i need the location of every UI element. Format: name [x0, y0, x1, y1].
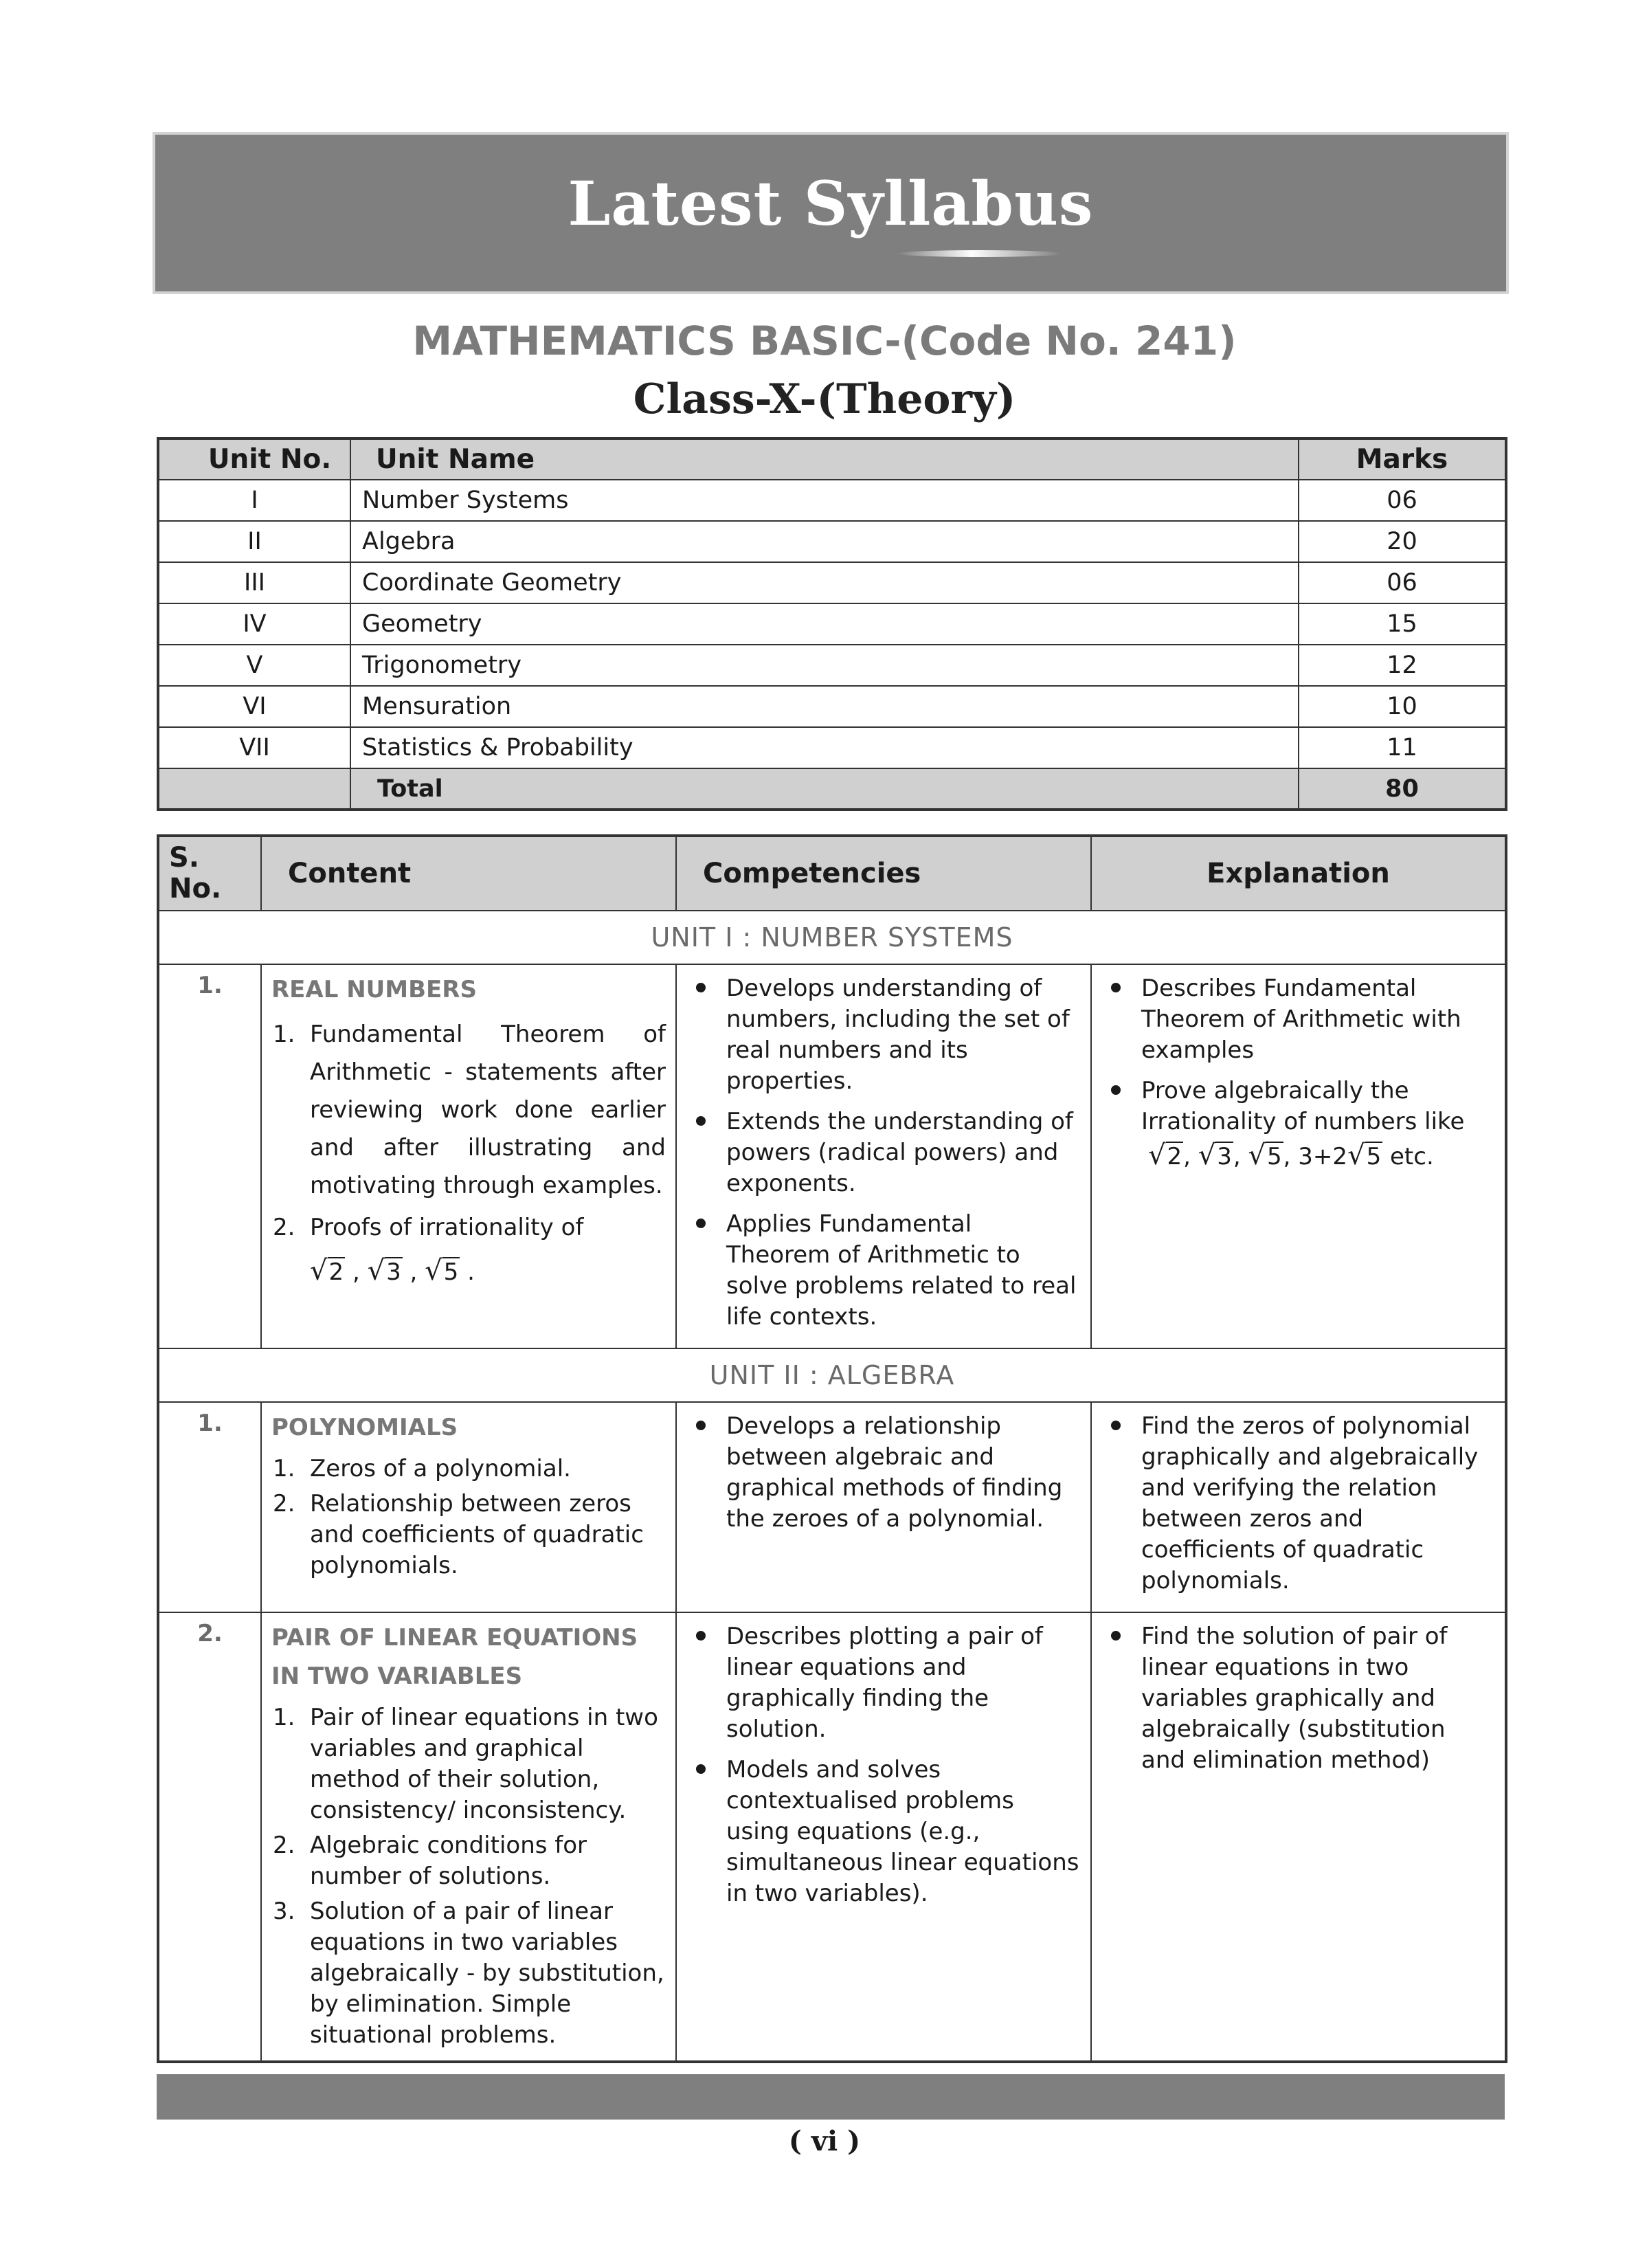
- competencies-cell: [676, 1402, 1091, 1612]
- list-item: [271, 1016, 666, 1205]
- unit-no-cell: VI: [158, 686, 350, 727]
- sqrt-symbol: √: [1148, 1139, 1166, 1171]
- content-table-header: [158, 836, 1506, 911]
- bullet-icon: [696, 983, 706, 992]
- bullet-icon: [1111, 1085, 1121, 1095]
- list-item: [686, 1755, 1081, 1909]
- content-cell: [261, 1402, 676, 1612]
- bullet-icon: [696, 1631, 706, 1641]
- unit-name-cell: Number Systems: [350, 480, 1299, 521]
- list-item-text: Algebraic conditions for number of solutions.: [310, 1832, 587, 1890]
- banner-title: Latest Syllabus: [568, 168, 1094, 239]
- banner-swoosh-decoration: [897, 250, 1062, 257]
- bullet-icon: [1111, 983, 1121, 992]
- list-item: [686, 1621, 1081, 1745]
- list-item: [271, 1489, 666, 1581]
- marks-cell: 11: [1299, 727, 1506, 768]
- list-item: [271, 1830, 666, 1892]
- list-item-text: Proofs of irrationality of: [310, 1214, 584, 1241]
- competencies-list: [686, 1411, 1081, 1535]
- header-marks: Marks: [1299, 438, 1506, 480]
- list-item-text: Develops understanding of numbers, including the set of real numbers and its properties.: [726, 975, 1070, 1095]
- header-sno: S. No.: [158, 836, 261, 911]
- competencies-list: [686, 973, 1081, 1333]
- table-row: [158, 1612, 1506, 2062]
- header-content: Content: [261, 836, 676, 911]
- marks-cell: 06: [1299, 480, 1506, 521]
- list-item-text: Develops a relationship between algebraic and graphical methods of finding the zeroes of a polynomial.: [726, 1412, 1063, 1533]
- list-item-text: Solution of a pair of linear equations in two variables algebraically - by substitution, by elimination. Simple situational problems.: [310, 1898, 664, 2049]
- sno-cell: 1.: [158, 1402, 261, 1612]
- footer-bar: [157, 2074, 1505, 2120]
- total-marks: 80: [1299, 768, 1506, 810]
- unit-heading: UNIT II : ALGEBRA: [158, 1348, 1506, 1402]
- bullet-icon: [1111, 1631, 1121, 1641]
- unit-no-cell: IV: [158, 603, 350, 645]
- explanation-cell: [1091, 964, 1506, 1348]
- competencies-cell: [676, 964, 1091, 1348]
- topic-title: PAIR OF LINEAR EQUATIONS IN TWO VARIABLES: [271, 1624, 638, 1690]
- content-cell: [261, 964, 676, 1348]
- list-item: [686, 973, 1081, 1097]
- table-row: [158, 964, 1506, 1348]
- content-list: [271, 1016, 666, 1291]
- syllabus-content-table: [157, 834, 1507, 2063]
- marks-cell: 10: [1299, 686, 1506, 727]
- list-item: [1101, 1076, 1495, 1172]
- competencies-list: [686, 1621, 1081, 1909]
- total-label: Total: [350, 768, 1299, 810]
- list-item-number: 2.: [273, 1214, 295, 1241]
- table-row: [158, 603, 1506, 645]
- bullet-icon: [696, 1219, 706, 1228]
- marks-cell: 20: [1299, 521, 1506, 562]
- unit-heading-row: [158, 1348, 1506, 1402]
- content-cell: [261, 1612, 676, 2062]
- unit-no-cell: III: [158, 562, 350, 603]
- page-number: ( vi ): [788, 2125, 861, 2157]
- header-explanation: Explanation: [1091, 836, 1506, 911]
- list-item-text: Prove algebraically the Irrationality of numbers like: [1141, 1077, 1465, 1135]
- list-item: [686, 1107, 1081, 1199]
- table-row: [158, 1402, 1506, 1612]
- topic-title: POLYNOMIALS: [271, 1414, 458, 1441]
- list-item: [1101, 1411, 1495, 1597]
- total-empty-cell: [158, 768, 350, 810]
- topic-title: REAL NUMBERS: [271, 976, 477, 1003]
- list-item: [271, 1702, 666, 1826]
- etc-text: etc.: [1390, 1143, 1434, 1170]
- table-row: [158, 562, 1506, 603]
- separator: ,: [352, 1258, 360, 1286]
- list-item-number: 3.: [273, 1898, 295, 1925]
- sqrt-symbol: √: [310, 1255, 328, 1287]
- table-row: [158, 645, 1506, 686]
- content-list: [271, 1702, 666, 2051]
- list-item-text: Fundamental Theorem of Arithmetic - statements after reviewing work done earlier and after illustrating and motivating through examples.: [310, 1021, 666, 1199]
- period: .: [467, 1258, 475, 1286]
- units-table-header: [158, 438, 1506, 480]
- explanation-list: [1101, 1411, 1495, 1597]
- list-item-number: 2.: [273, 1490, 295, 1517]
- sqrt-symbol: √: [1347, 1139, 1365, 1171]
- header-banner: [153, 132, 1509, 294]
- marks-cell: 12: [1299, 645, 1506, 686]
- table-row: [158, 686, 1506, 727]
- units-marks-table: [157, 437, 1507, 811]
- expression-prefix: 3+2: [1298, 1143, 1348, 1170]
- irrational-roots: [310, 1252, 666, 1291]
- bullet-icon: [1111, 1421, 1121, 1430]
- list-item-text: Extends the understanding of powers (radical powers) and exponents.: [726, 1108, 1073, 1197]
- radicand: 5: [443, 1258, 459, 1286]
- list-item: [686, 1209, 1081, 1333]
- list-item: [686, 1411, 1081, 1535]
- list-item-text: Relationship between zeros and coefficients of quadratic polynomials.: [310, 1490, 644, 1579]
- explanation-list: [1101, 1621, 1495, 1776]
- competencies-cell: [676, 1612, 1091, 2062]
- sqrt-symbol: √: [1248, 1139, 1266, 1171]
- unit-name-cell: Geometry: [350, 603, 1299, 645]
- sno-cell: 1.: [158, 964, 261, 1348]
- list-item: [1101, 973, 1495, 1066]
- list-item-number: 1.: [273, 1704, 295, 1731]
- list-item-text: Describes Fundamental Theorem of Arithmetic with examples: [1141, 975, 1461, 1064]
- radicand: 3: [386, 1258, 401, 1286]
- unit-no-cell: II: [158, 521, 350, 562]
- unit-name-cell: Algebra: [350, 521, 1299, 562]
- list-item-number: 1.: [273, 1021, 295, 1048]
- bullet-icon: [696, 1116, 706, 1126]
- unit-no-cell: V: [158, 645, 350, 686]
- sno-cell: 2.: [158, 1612, 261, 2062]
- header-unit-no: Unit No.: [158, 438, 350, 480]
- unit-name-cell: Trigonometry: [350, 645, 1299, 686]
- list-item-text: Zeros of a polynomial.: [310, 1455, 571, 1482]
- list-item-text: Describes plotting a pair of linear equations and graphically finding the solution.: [726, 1623, 1043, 1743]
- radicand: 5: [1366, 1143, 1382, 1170]
- radicand: 2: [1167, 1143, 1182, 1170]
- separator: ,: [410, 1258, 418, 1286]
- total-row: [158, 768, 1506, 810]
- list-item-text: Applies Fundamental Theorem of Arithmetic to solve problems related to real life contexts.: [726, 1210, 1077, 1331]
- unit-name-cell: Mensuration: [350, 686, 1299, 727]
- list-item-number: 2.: [273, 1832, 295, 1859]
- unit-name-cell: Coordinate Geometry: [350, 562, 1299, 603]
- header-competencies: Competencies: [676, 836, 1091, 911]
- list-item-text: Models and solves contextualised problems using equations (e.g., simultaneous linear equations in two variables).: [726, 1756, 1079, 1907]
- unit-heading-row: [158, 911, 1506, 964]
- sqrt-symbol: √: [1198, 1139, 1216, 1171]
- table-row: [158, 521, 1506, 562]
- list-item: [271, 1209, 666, 1291]
- unit-name-cell: Statistics & Probability: [350, 727, 1299, 768]
- unit-no-cell: I: [158, 480, 350, 521]
- bullet-icon: [696, 1421, 706, 1430]
- table-row: [158, 727, 1506, 768]
- explanation-cell: [1091, 1612, 1506, 2062]
- class-title: Class-X-(Theory): [633, 375, 1016, 423]
- list-item: [271, 1896, 666, 2051]
- marks-cell: 15: [1299, 603, 1506, 645]
- irrational-roots-example: √2, √3, √5, 3+2√5 etc.: [1148, 1139, 1434, 1171]
- header-unit-name: Unit Name: [350, 438, 1299, 480]
- list-item: [1101, 1621, 1495, 1776]
- list-item-text: Find the solution of pair of linear equations in two variables graphically and algebraically (substitution and elimination method): [1141, 1623, 1448, 1774]
- unit-heading: UNIT I : NUMBER SYSTEMS: [158, 911, 1506, 964]
- radicand: 3: [1217, 1143, 1232, 1170]
- sqrt-symbol: √: [425, 1255, 442, 1287]
- list-item: [271, 1454, 666, 1485]
- unit-no-cell: VII: [158, 727, 350, 768]
- subject-title: MATHEMATICS BASIC-(Code No. 241): [412, 318, 1237, 364]
- bullet-icon: [696, 1764, 706, 1774]
- content-list: [271, 1454, 666, 1581]
- list-item-number: 1.: [273, 1455, 295, 1482]
- radicand: 2: [328, 1258, 344, 1286]
- sqrt-symbol: √: [367, 1255, 385, 1287]
- marks-cell: 06: [1299, 562, 1506, 603]
- list-item-text: Find the zeros of polynomial graphically and algebraically and verifying the relation between zeros and coefficients of quadratic polynomials.: [1141, 1412, 1479, 1594]
- explanation-list: [1101, 973, 1495, 1172]
- table-row: [158, 480, 1506, 521]
- radicand: 5: [1267, 1143, 1282, 1170]
- list-item-text: Pair of linear equations in two variables and graphical method of their solution, consistency/ inconsistency.: [310, 1704, 658, 1824]
- explanation-cell: [1091, 1402, 1506, 1612]
